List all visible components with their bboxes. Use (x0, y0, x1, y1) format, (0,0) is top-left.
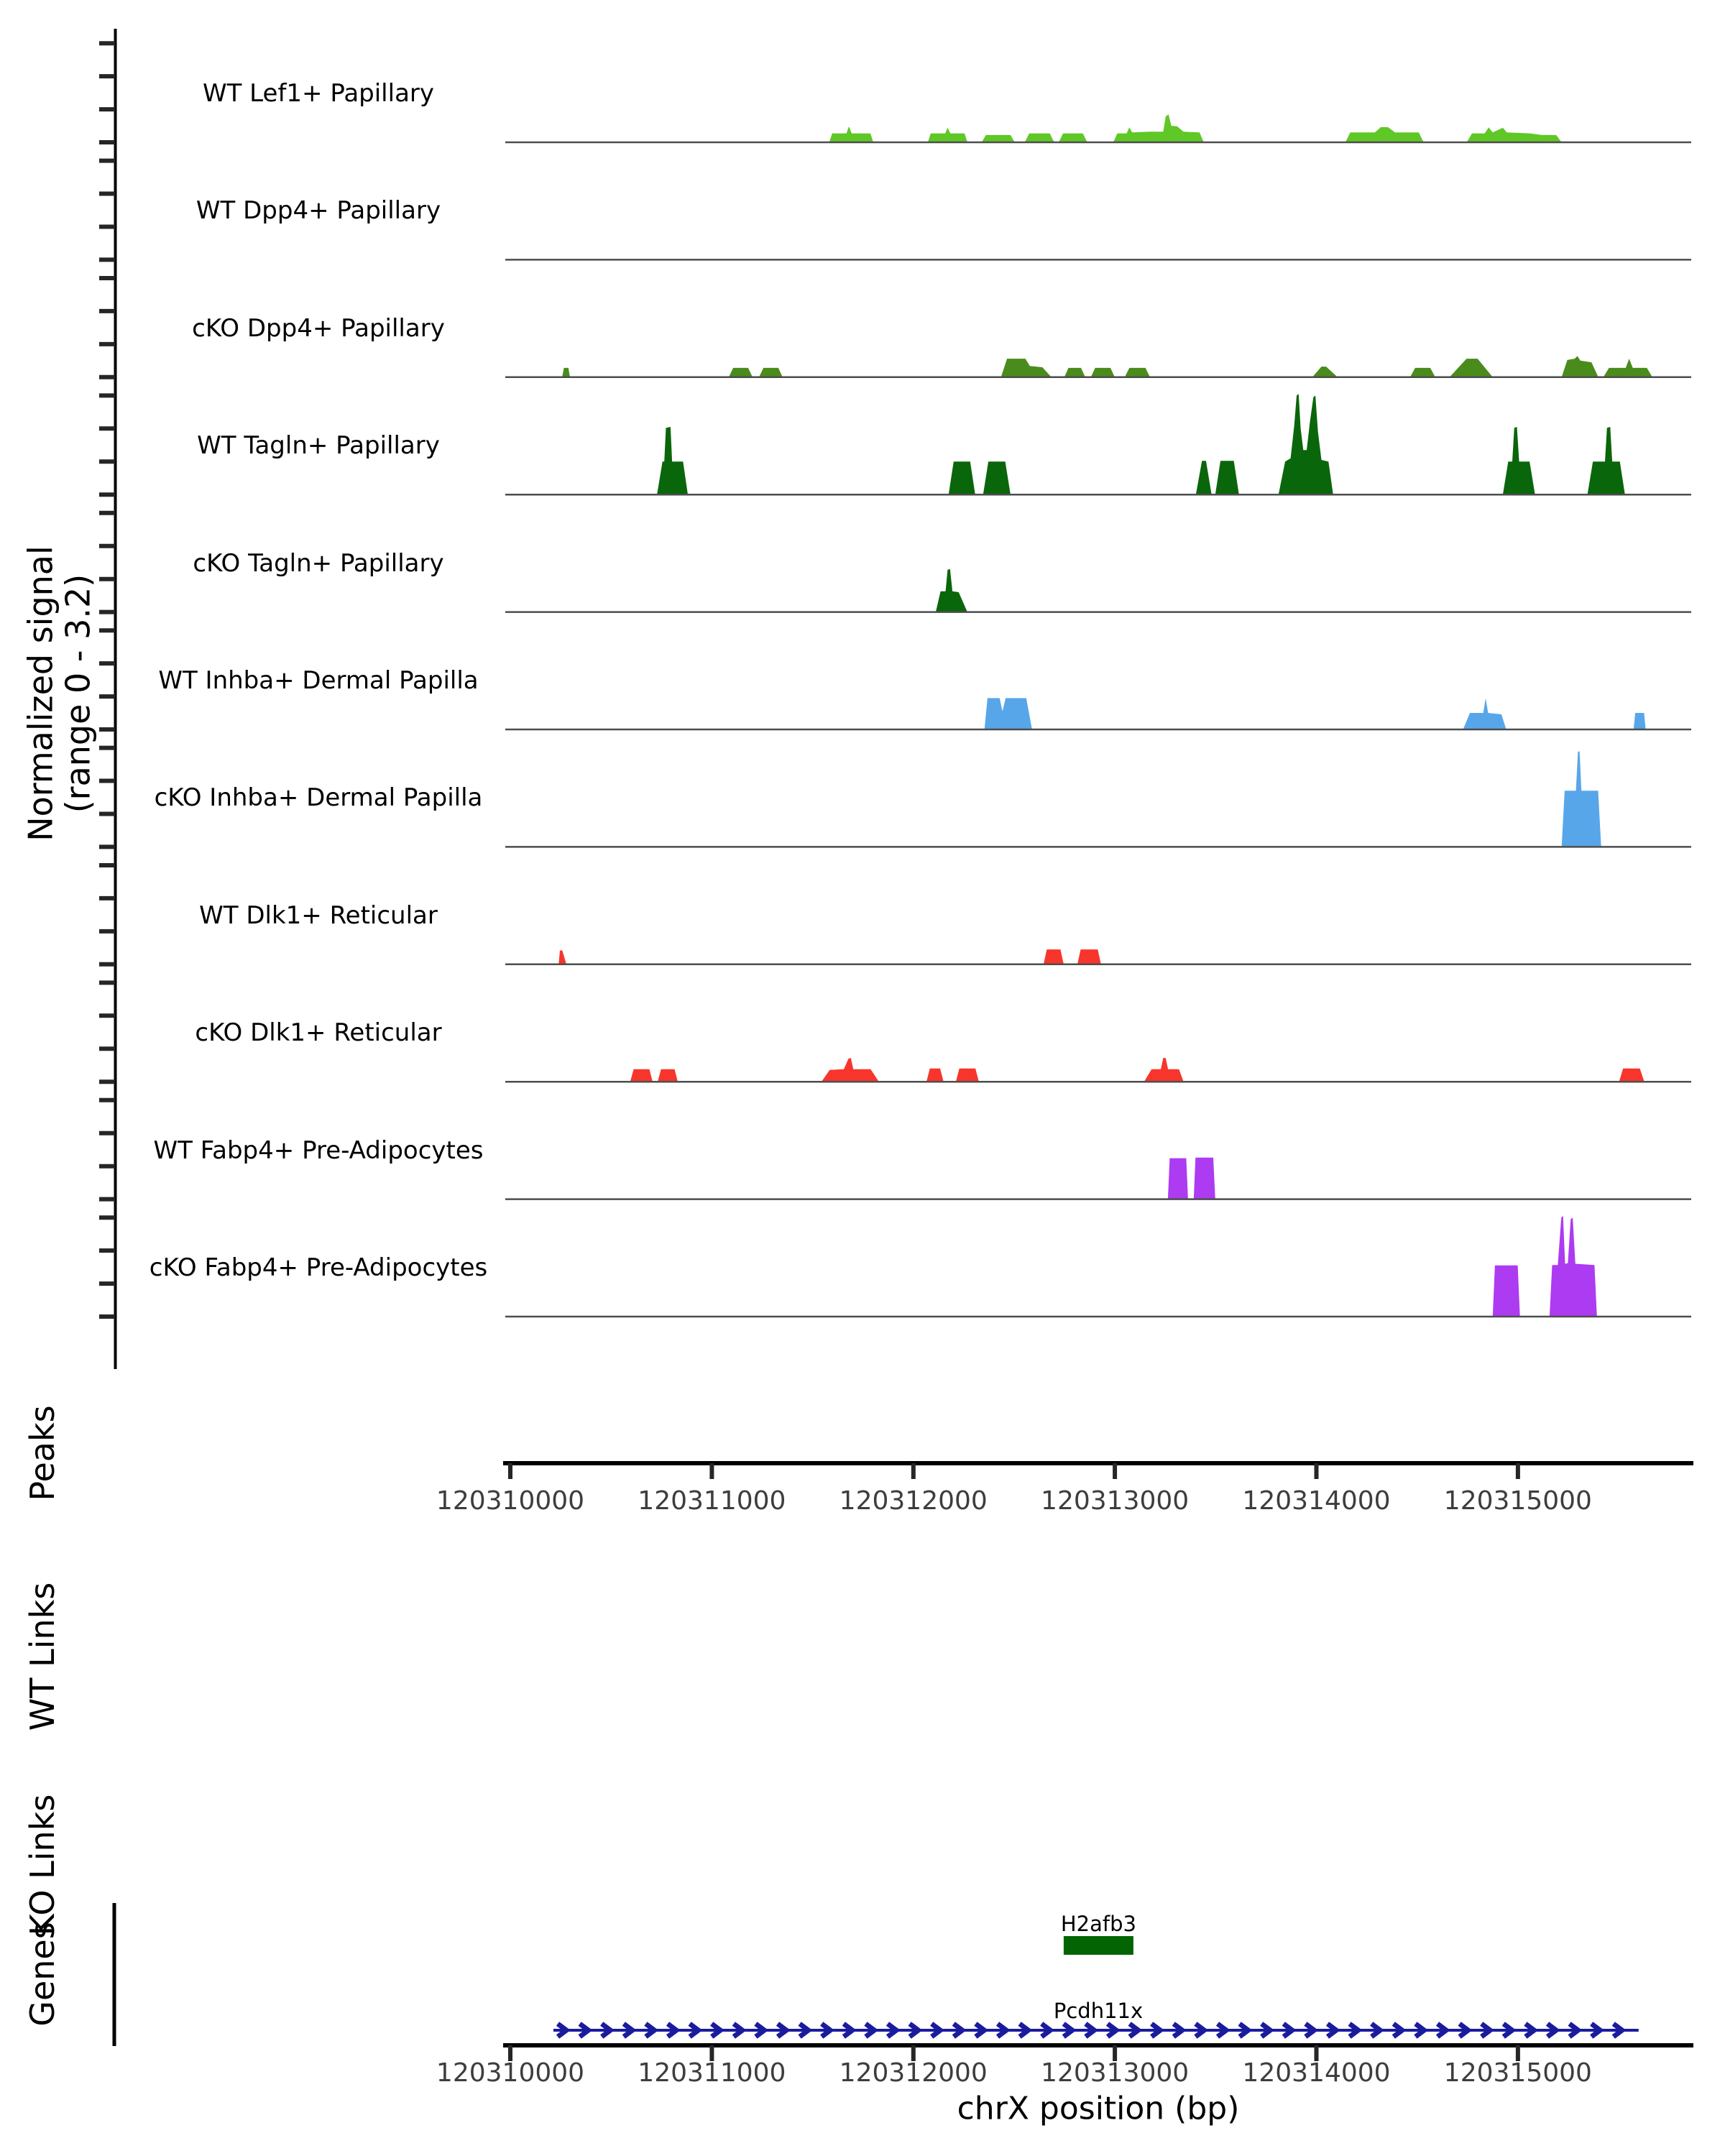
track-label: cKO Inhba+ Dermal Papilla (154, 783, 483, 813)
signal-peak (1346, 127, 1424, 142)
signal-peak (982, 135, 1015, 142)
track-label: cKO Fabp4+ Pre-Adipocytes (149, 1253, 488, 1282)
section-label-wt-links: WT Links (23, 1582, 63, 1731)
signal-peak (1467, 127, 1562, 142)
signal-peak (1059, 134, 1087, 142)
gene-body-box (1064, 1936, 1133, 1955)
signal-peak (630, 1069, 653, 1082)
signal-peak (729, 368, 753, 377)
gene-name-label: H2afb3 (1060, 1912, 1136, 1936)
signal-peak (1312, 367, 1338, 377)
signal-peak (1091, 368, 1115, 377)
x-tick-label: 120315000 (1443, 1486, 1592, 1516)
signal-track (505, 569, 1691, 612)
signal-track (505, 949, 1691, 964)
signal-peak (1113, 114, 1204, 142)
signal-peak (1493, 1266, 1520, 1317)
signal-peak (1144, 1058, 1184, 1082)
signal-peak (1064, 368, 1085, 377)
signal-peak (657, 427, 688, 494)
signal-peak (983, 461, 1011, 494)
signal-track (505, 698, 1691, 729)
signal-peak (658, 1069, 678, 1082)
x-tick-label: 120312000 (839, 1486, 988, 1516)
signal-peak (1194, 1158, 1215, 1199)
signal-peak (985, 698, 1032, 729)
signal-peak (928, 128, 967, 142)
signal-peak (1562, 751, 1601, 847)
signal-peak (1562, 356, 1598, 377)
track-label: WT Tagln+ Papillary (197, 431, 440, 461)
x-tick-label: 120312000 (839, 2058, 988, 2088)
signal-peak (1634, 713, 1646, 729)
track-label: WT Lef1+ Papillary (202, 79, 435, 108)
signal-peak (562, 368, 570, 377)
signal-peak (1025, 134, 1054, 142)
section-label-genes: Genes (23, 1922, 63, 2027)
signal-peak (1168, 1158, 1188, 1199)
y-axis-label-line2: (range 0 - 3.2) (58, 573, 97, 814)
signal-peak (1077, 949, 1101, 964)
signal-peak (1410, 368, 1435, 377)
signal-peak (1619, 1069, 1644, 1082)
x-tick-label: 120311000 (638, 1486, 786, 1516)
signal-peak (1550, 1216, 1597, 1317)
gene-name-label: Pcdh11x (1053, 1999, 1144, 2023)
signal-peak (1215, 461, 1239, 494)
signal-track (505, 356, 1691, 377)
x-tick-label: 120313000 (1041, 2058, 1190, 2088)
signal-peak (936, 569, 967, 612)
signal-peak (822, 1058, 879, 1082)
signal-peak (1001, 359, 1052, 377)
track-label: cKO Dpp4+ Papillary (192, 313, 445, 343)
track-label: WT Fabp4+ Pre-Adipocytes (153, 1135, 484, 1165)
signal-peak (956, 1069, 979, 1082)
signal-peak (1503, 427, 1535, 494)
signal-peak (926, 1069, 944, 1082)
track-label: cKO Dlk1+ Reticular (195, 1018, 442, 1048)
signal-track (505, 1058, 1691, 1082)
signal-peak (558, 951, 566, 964)
y-axis-label-line1: Normalized signal (21, 545, 60, 842)
signal-peak (1450, 359, 1493, 377)
signal-track (505, 1216, 1691, 1317)
genes-section (114, 1903, 1639, 2046)
signal-peak (1279, 394, 1333, 494)
signal-track (505, 114, 1691, 142)
track-label: cKO Tagln+ Papillary (193, 548, 444, 578)
signal-track (505, 751, 1691, 847)
x-tick-label: 120313000 (1041, 1486, 1190, 1516)
signal-y-axis (99, 29, 116, 1369)
x-tick-label: 120314000 (1242, 2058, 1391, 2088)
track-label: WT Dlk1+ Reticular (199, 900, 438, 930)
signal-peak (759, 368, 783, 377)
signal-peak (1463, 698, 1506, 729)
x-tick-label: 120311000 (638, 2058, 786, 2088)
signal-peak (1125, 368, 1150, 377)
signal-peak (1604, 359, 1652, 377)
signal-peak (1044, 949, 1064, 964)
x-tick-label: 120310000 (436, 1486, 585, 1516)
x-tick-label: 120310000 (436, 2058, 585, 2088)
section-label-peaks: Peaks (23, 1405, 63, 1501)
track-label: WT Inhba+ Dermal Papilla (158, 666, 479, 695)
x-tick-label: 120314000 (1242, 1486, 1391, 1516)
signal-track (505, 394, 1691, 494)
section-label-ko-links: KO Links (23, 1794, 63, 1936)
peaks-x-axis (503, 1463, 1693, 1479)
track-label: WT Dpp4+ Papillary (196, 196, 441, 226)
signal-peak (829, 126, 873, 142)
x-axis-title: chrX position (bp) (957, 2090, 1240, 2127)
y-axis-label (22, 545, 96, 842)
signal-track (505, 1158, 1691, 1199)
signal-peak (1196, 461, 1212, 494)
signal-peak (949, 461, 975, 494)
x-tick-label: 120315000 (1443, 2058, 1592, 2088)
signal-peak (1588, 427, 1625, 494)
